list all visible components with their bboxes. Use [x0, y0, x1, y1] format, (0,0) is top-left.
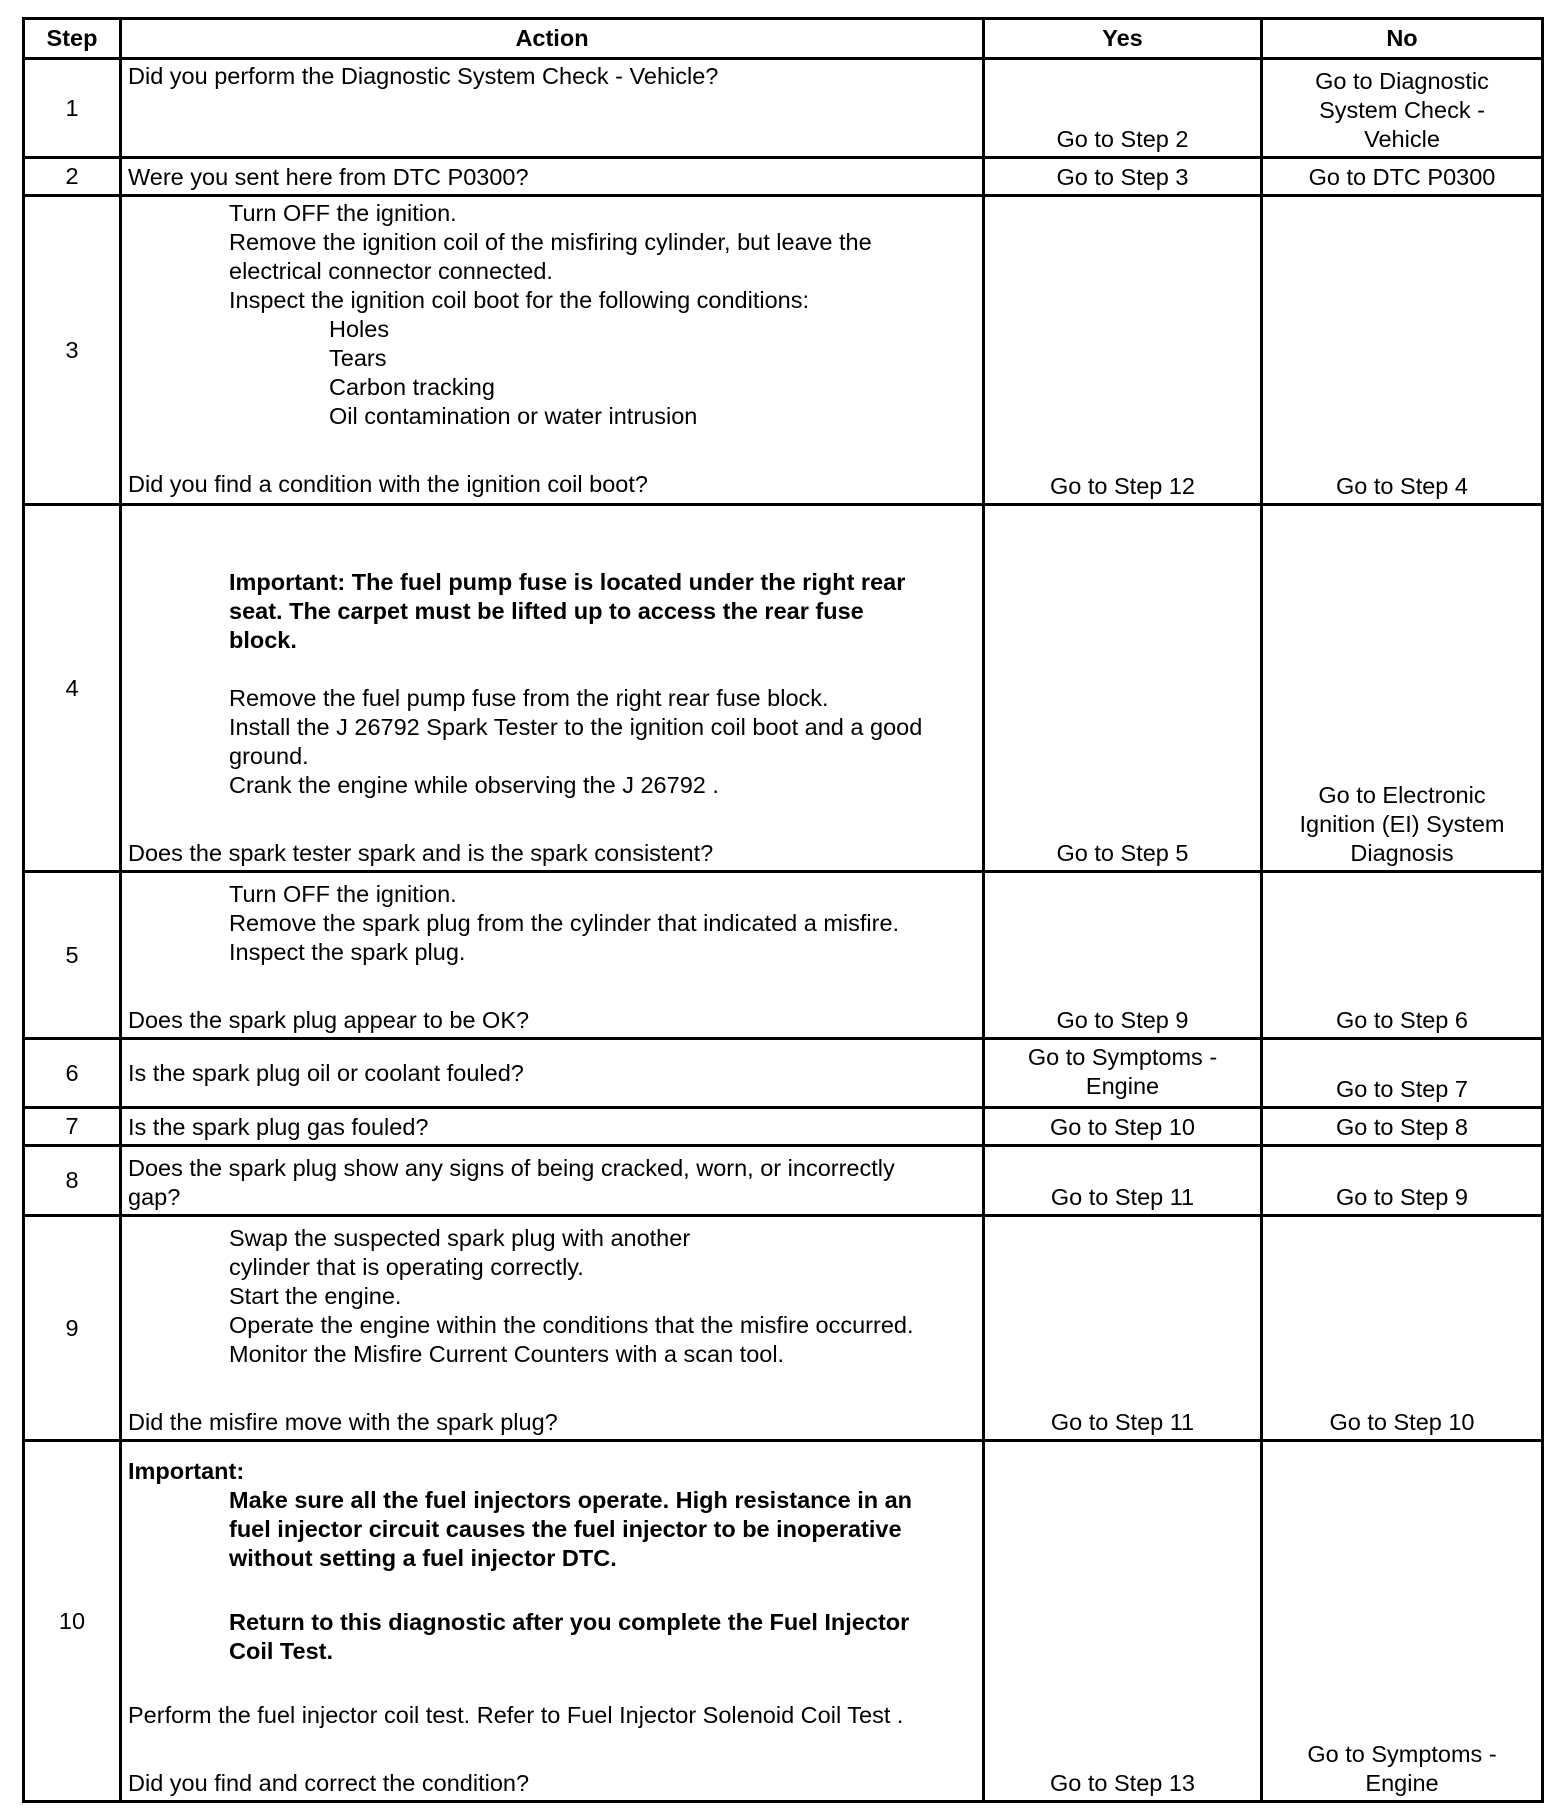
condition-item: Holes: [329, 316, 390, 342]
action-question: Did the misfire move with the spark plug?: [128, 1409, 558, 1435]
yes-link[interactable]: Go to Step 11: [984, 1216, 1262, 1441]
yes-link[interactable]: Go to Step 5: [984, 505, 1262, 872]
no-link[interactable]: Go to DTC P0300: [1262, 158, 1543, 196]
action-question: Were you sent here from DTC P0300?: [121, 158, 984, 196]
yes-link[interactable]: Go to Step 9: [984, 872, 1262, 1039]
action-question: Is the spark plug oil or coolant fouled?: [121, 1039, 984, 1108]
condition-item: Carbon tracking: [329, 374, 495, 400]
table-row: [24, 1216, 1543, 1441]
instruction: Remove the ignition coil of the misfiring cylinder, but leave the electrical connector connected.: [229, 229, 872, 284]
condition-item: Tears: [329, 345, 387, 371]
table-row: [24, 158, 1543, 196]
yes-link[interactable]: Go to Step 13: [984, 1441, 1262, 1802]
yes-link[interactable]: Go to Step 10: [984, 1108, 1262, 1146]
action-cell: [121, 1441, 984, 1802]
step-number: 3: [24, 196, 121, 505]
no-link[interactable]: Go to Electronic Ignition (EI) System Diagnosis: [1262, 505, 1543, 872]
action-question: Did you perform the Diagnostic System Check - Vehicle?: [121, 59, 984, 158]
yes-link[interactable]: Go to Step 3: [984, 158, 1262, 196]
instruction: Perform the fuel injector coil test. Refer to Fuel Injector Solenoid Coil Test .: [128, 1702, 904, 1728]
no-link[interactable]: Go to Diagnostic System Check - Vehicle: [1262, 59, 1543, 158]
action-question: Does the spark tester spark and is the spark consistent?: [128, 840, 714, 866]
instruction: Inspect the spark plug.: [229, 939, 466, 965]
no-link[interactable]: Go to Step 6: [1262, 872, 1543, 1039]
instruction: Remove the spark plug from the cylinder that indicated a misfire.: [229, 910, 900, 936]
header-action: Action: [121, 19, 984, 59]
table-row: [24, 196, 1543, 505]
no-link[interactable]: Go to Step 8: [1262, 1108, 1543, 1146]
no-link[interactable]: Go to Step 4: [1262, 196, 1543, 505]
step-number: 1: [24, 59, 121, 158]
action-question: Does the spark plug appear to be OK?: [128, 1007, 530, 1033]
important-note: Make sure all the fuel injectors operate. High resistance in an fuel injector circuit causes the fuel injector to be inoperative without setting a fuel injector DTC.: [229, 1487, 913, 1571]
table-row: [24, 1441, 1543, 1802]
header-step: Step: [24, 19, 121, 59]
no-link[interactable]: Go to Step 7: [1262, 1039, 1543, 1108]
action-cell: [121, 1216, 984, 1441]
instruction: Monitor the Misfire Current Counters with a scan tool.: [229, 1341, 785, 1367]
step-number: 10: [24, 1441, 121, 1802]
instruction: Crank the engine while observing the J 26792 .: [229, 772, 719, 798]
diagnostic-table: [22, 17, 1544, 1803]
table-row: [24, 1108, 1543, 1146]
action-cell: [121, 505, 984, 872]
action-question: Did you find and correct the condition?: [128, 1770, 530, 1796]
step-number: 8: [24, 1146, 121, 1216]
step-number: 6: [24, 1039, 121, 1108]
step-number: 7: [24, 1108, 121, 1146]
important-note: Return to this diagnostic after you complete the Fuel Injector Coil Test.: [229, 1609, 910, 1664]
step-number: 4: [24, 505, 121, 872]
instruction: Operate the engine within the conditions that the misfire occurred.: [229, 1312, 914, 1338]
table-row: [24, 1146, 1543, 1216]
instruction: Inspect the ignition coil boot for the following conditions:: [229, 287, 810, 313]
action-question: Is the spark plug gas fouled?: [121, 1108, 984, 1146]
instruction: Swap the suspected spark plug with another cylinder that is operating correctly.: [229, 1225, 691, 1280]
instruction: Install the J 26792 Spark Tester to the ignition coil boot and a good ground.: [229, 714, 923, 769]
instruction: Remove the fuel pump fuse from the right rear fuse block.: [229, 685, 829, 711]
table-row: [24, 1039, 1543, 1108]
no-link[interactable]: Go to Step 10: [1262, 1216, 1543, 1441]
table-row: [24, 59, 1543, 158]
step-number: 2: [24, 158, 121, 196]
instruction: Turn OFF the ignition.: [229, 200, 457, 226]
no-link[interactable]: Go to Step 9: [1262, 1146, 1543, 1216]
important-note: Important: The fuel pump fuse is located under the right rear seat. The carpet must be lifted up to access the rear fuse block.: [229, 569, 906, 653]
action-question: Did you find a condition with the ignition coil boot?: [128, 471, 648, 497]
table-row: [24, 505, 1543, 872]
action-cell: [121, 872, 984, 1039]
table-row: [24, 872, 1543, 1039]
instruction: Turn OFF the ignition.: [229, 881, 457, 907]
step-number: 5: [24, 872, 121, 1039]
action-question: Does the spark plug show any signs of being cracked, worn, or incorrectly gap?: [121, 1146, 984, 1216]
step-number: 9: [24, 1216, 121, 1441]
important-label: Important:: [128, 1458, 245, 1484]
yes-link[interactable]: Go to Step 2: [984, 59, 1262, 158]
instruction: Start the engine.: [229, 1283, 402, 1309]
condition-item: Oil contamination or water intrusion: [329, 403, 698, 429]
yes-link[interactable]: Go to Symptoms - Engine: [984, 1039, 1262, 1108]
action-cell: [121, 196, 984, 505]
yes-link[interactable]: Go to Step 12: [984, 196, 1262, 505]
yes-link[interactable]: Go to Step 11: [984, 1146, 1262, 1216]
no-link[interactable]: Go to Symptoms - Engine: [1262, 1441, 1543, 1802]
header-row: [24, 19, 1543, 59]
header-yes: Yes: [984, 19, 1262, 59]
header-no: No: [1262, 19, 1543, 59]
